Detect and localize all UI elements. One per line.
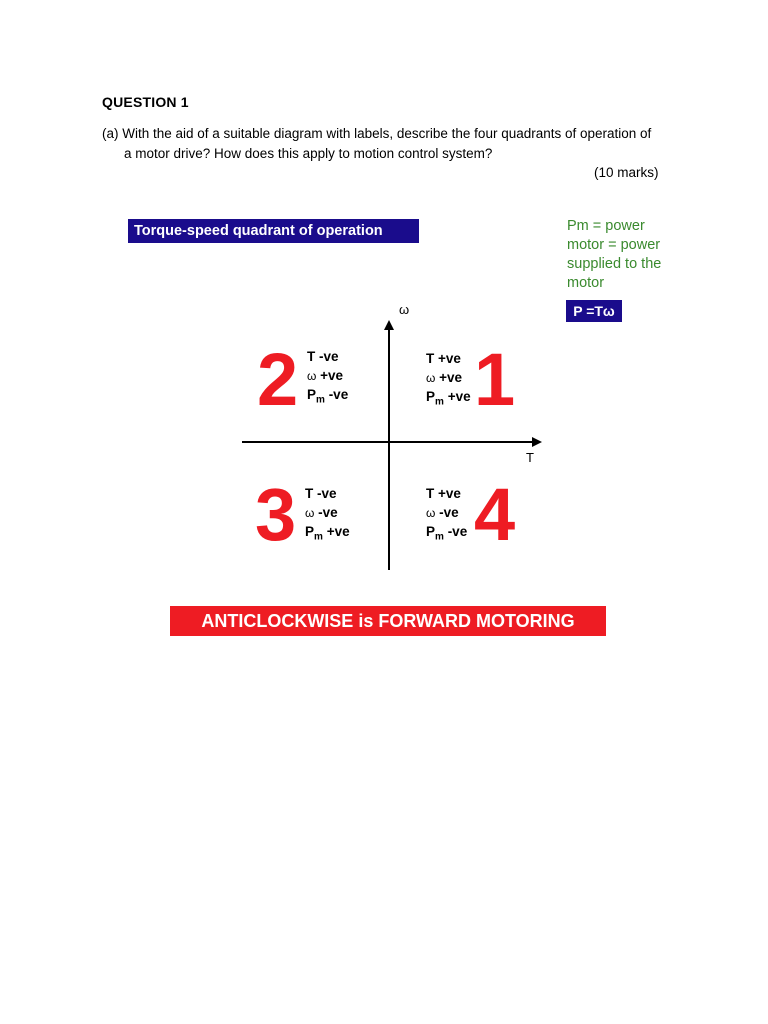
quadrant-4-speed: ω -ve — [426, 505, 459, 520]
question-text-line-1: (a) With the aid of a suitable diagram with labels, describe the four quadrants of operation of — [102, 126, 652, 141]
quadrant-1-labels — [426, 349, 471, 406]
quadrant-4-labels — [426, 484, 467, 541]
quadrant-2-number: 2 — [257, 338, 299, 421]
forward-motoring-banner: ANTICLOCKWISE is FORWARD MOTORING — [170, 606, 606, 636]
quadrant-3-torque: T -ve — [305, 486, 337, 501]
quadrant-4-number: 4 — [474, 473, 516, 556]
quadrant-4-power: $P_m$ -ve — [426, 524, 468, 543]
omega-axis-label: ω — [399, 302, 410, 317]
quadrant-2-speed: ω +ve — [307, 368, 344, 383]
question-marks: (10 marks) — [594, 165, 659, 180]
diagram-banner: Torque-speed quadrant of operation — [128, 219, 419, 243]
quadrant-3-number: 3 — [255, 473, 297, 556]
torque-axis-label: T — [526, 450, 534, 465]
power-note-line: supplied to the — [567, 256, 662, 272]
quadrant-3-labels — [305, 484, 350, 541]
question-text-line-2: a motor drive? How does this apply to motion control system? — [124, 146, 493, 161]
power-formula: P =Tω — [566, 300, 622, 322]
power-note — [567, 217, 697, 293]
question-title: QUESTION 1 — [102, 94, 189, 110]
quadrant-3-power: $P_m +ve$ — [305, 524, 350, 543]
quadrant-4-torque: T +ve — [426, 486, 461, 501]
power-note-line: motor — [567, 275, 605, 291]
quadrant-1-speed: ω +ve — [426, 370, 463, 385]
power-note-line: motor = power — [567, 237, 661, 253]
quadrant-1-torque: T +ve — [426, 351, 461, 366]
quadrant-3-speed: ω -ve — [305, 505, 338, 520]
quadrant-2-labels — [307, 347, 348, 404]
quadrant-2-power: $P_m$ -ve — [307, 387, 349, 406]
quadrant-1-number: 1 — [474, 338, 516, 421]
quadrant-2-torque: T -ve — [307, 349, 339, 364]
quadrant-1-power: $P_m +ve$ — [426, 389, 471, 408]
power-note-line: Pm = power — [567, 218, 645, 234]
